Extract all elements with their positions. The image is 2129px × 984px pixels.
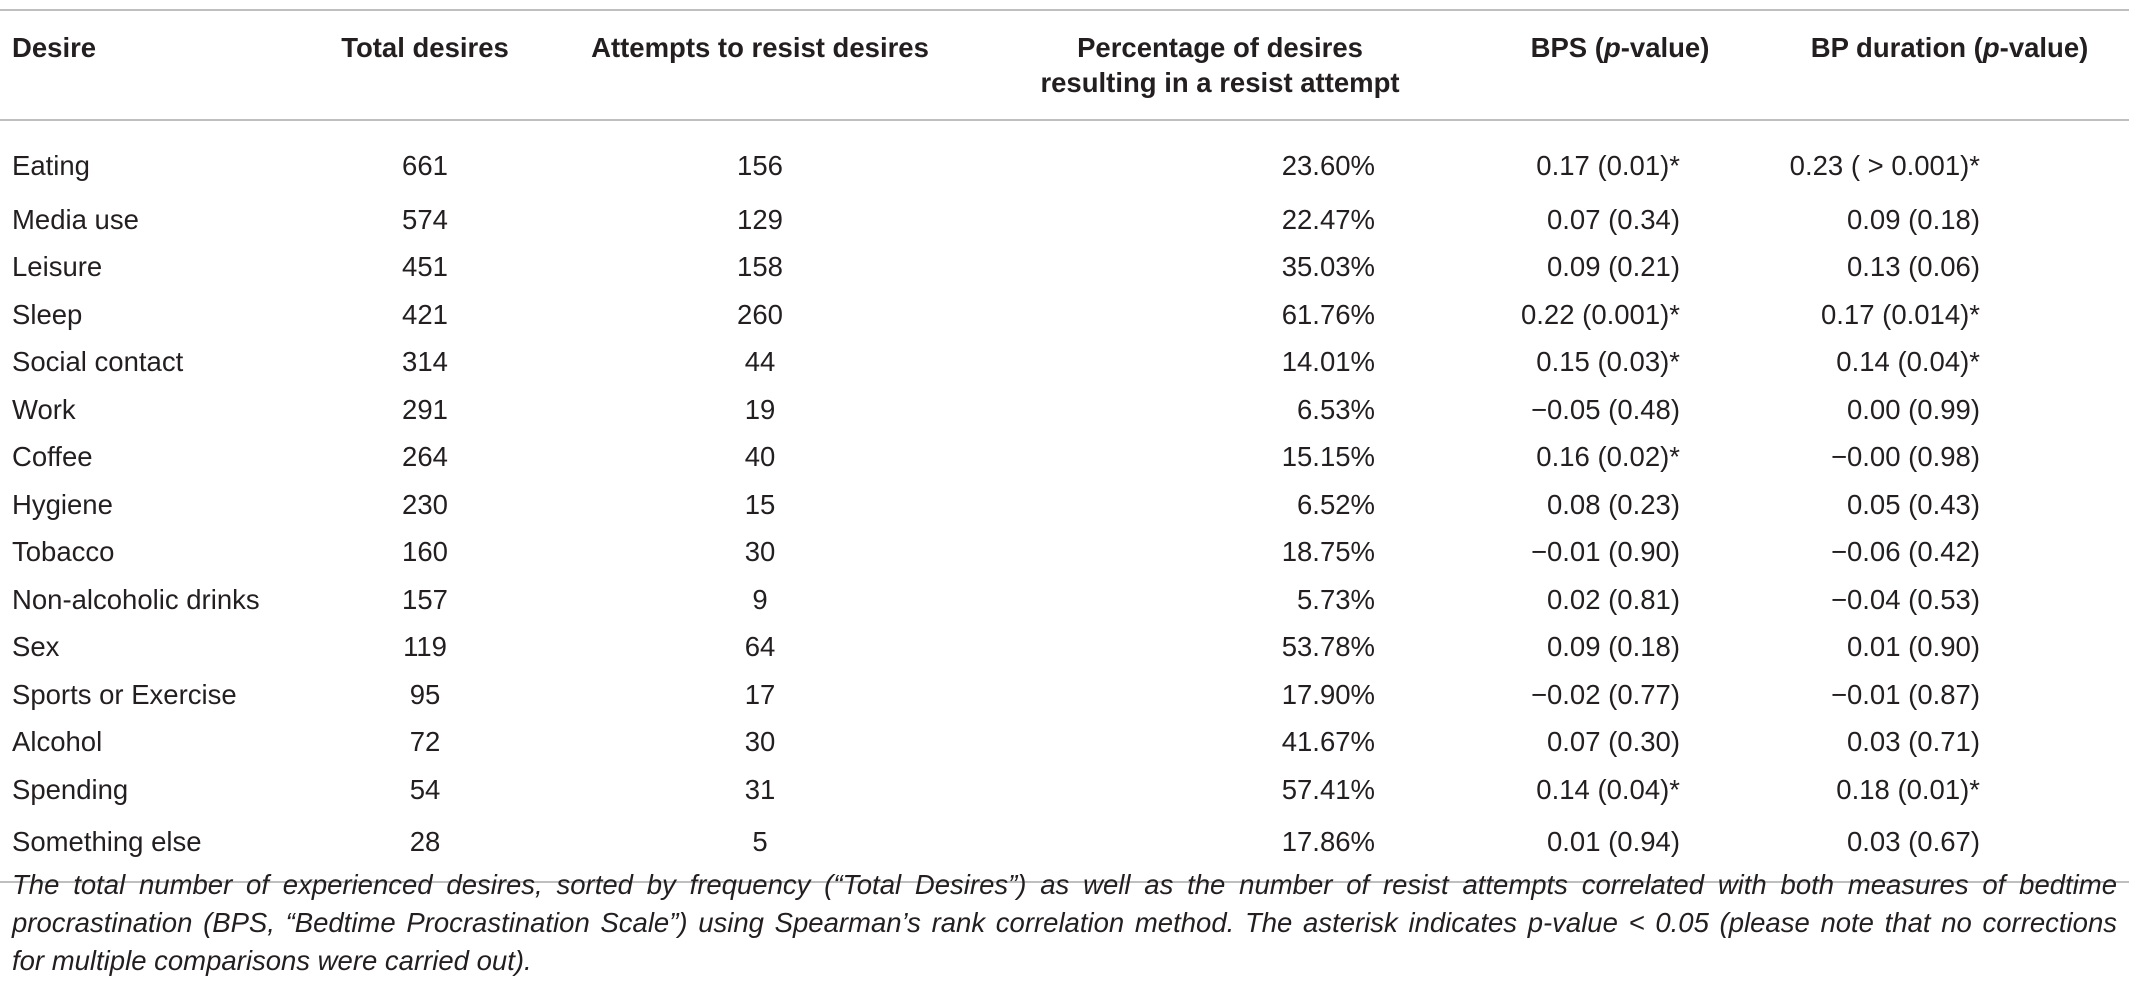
- cell-desire: Sports or Exercise: [12, 678, 237, 710]
- cell-total-desires: 28: [300, 814, 550, 882]
- cell-percentage-value: 35.03%: [1281, 251, 1375, 283]
- cell-total-desires: 230: [402, 488, 448, 520]
- table-row: [0, 339, 2129, 387]
- cell-bp-duration: [1770, 291, 2129, 339]
- cell-total-desires: 291: [402, 393, 448, 425]
- header-percentage: [970, 10, 1470, 120]
- cell-bps-value: 0.01 (0.94): [1546, 826, 1680, 857]
- cell-bps: [1470, 339, 1770, 387]
- cell-percentage: [970, 529, 1470, 577]
- cell-bps-value: 0.14 (0.04)*: [1536, 773, 1680, 805]
- table-row: [0, 120, 2129, 196]
- cell-percentage: [970, 624, 1470, 672]
- cell-desire: Sex: [12, 631, 60, 663]
- cell-bps-value: −0.01 (0.90): [1530, 536, 1680, 568]
- cell-attempts: 64: [744, 631, 776, 663]
- cell-bps: [1470, 529, 1770, 577]
- cell-attempts: 158: [737, 251, 783, 283]
- cell-attempts: 15: [744, 488, 776, 520]
- cell-bp-duration-value: 0.05 (0.43): [1846, 488, 1980, 520]
- cell-bp-duration: [1770, 529, 2129, 577]
- cell-desire: Non-alcoholic drinks: [12, 583, 260, 615]
- header-bps-prefix: BPS (: [1530, 32, 1604, 63]
- cell-desire: Leisure: [12, 251, 103, 283]
- cell-bp-duration: [1770, 624, 2129, 672]
- cell-bp-duration: [1770, 339, 2129, 387]
- cell-percentage: [970, 719, 1470, 767]
- cell-attempts: 156: [737, 149, 783, 181]
- cell-bps: [1470, 434, 1770, 482]
- table-row: [0, 529, 2129, 577]
- cell-attempts: 31: [744, 773, 776, 805]
- cell-bp-duration-value: −0.01 (0.87): [1830, 678, 1980, 710]
- cell-percentage: [970, 671, 1470, 719]
- cell-percentage: [970, 196, 1470, 244]
- cell-attempts: 19: [744, 393, 776, 425]
- cell-total-desires: 160: [402, 536, 448, 568]
- cell-bps: [1470, 576, 1770, 624]
- cell-percentage-value: 57.41%: [1281, 773, 1375, 805]
- cell-bp-duration-value: 0.17 (0.014)*: [1821, 298, 1980, 330]
- cell-bp-duration-value: 0.09 (0.18): [1846, 203, 1980, 235]
- cell-desire: Spending: [12, 773, 129, 805]
- cell-attempts: 129: [737, 203, 783, 235]
- cell-bps-value: 0.08 (0.23): [1546, 488, 1680, 520]
- cell-percentage-value: 6.53%: [1297, 393, 1375, 425]
- cell-attempts: 30: [744, 726, 776, 758]
- cell-percentage: [970, 434, 1470, 482]
- cell-bps-value: 0.15 (0.03)*: [1536, 346, 1680, 378]
- cell-total-desires: 54: [409, 773, 441, 805]
- cell-bps: [1470, 766, 1770, 814]
- cell-attempts: 44: [744, 346, 776, 378]
- caption-line-3: for multiple comparisons were carried out).: [12, 945, 532, 976]
- table-row: [0, 719, 2129, 767]
- cell-desire: Work: [12, 393, 76, 425]
- cell-percentage: [970, 481, 1470, 529]
- cell-total-desires: 314: [402, 346, 448, 378]
- cell-desire: Coffee: [12, 441, 93, 473]
- cell-total-desires: 451: [402, 251, 448, 283]
- cell-total-desires: 72: [409, 726, 441, 758]
- table-row: [0, 244, 2129, 292]
- cell-attempts: 260: [737, 298, 783, 330]
- cell-attempts: 5: [550, 814, 970, 882]
- cell-bps-value: 0.09 (0.21): [1546, 251, 1680, 283]
- cell-total-desires: 421: [402, 298, 448, 330]
- cell-attempts: 17: [744, 678, 776, 710]
- cell-bp-duration-value: 0.03 (0.71): [1846, 726, 1980, 758]
- table-row: [0, 481, 2129, 529]
- cell-bps: [1470, 719, 1770, 767]
- table-row: [0, 766, 2129, 814]
- cell-total-desires: 119: [403, 631, 447, 663]
- cell-bp-duration: [1770, 766, 2129, 814]
- cell-bps: [1470, 386, 1770, 434]
- cell-total-desires: 95: [409, 678, 441, 710]
- header-desire: Desire: [0, 10, 300, 120]
- cell-desire: Eating: [12, 149, 90, 181]
- header-bpd-p: p: [1982, 32, 2000, 63]
- cell-desire: Sleep: [12, 298, 83, 330]
- cell-bp-duration-value: −0.06 (0.42): [1830, 536, 1980, 568]
- cell-percentage: [970, 291, 1470, 339]
- cell-bp-duration-value: 0.01 (0.90): [1846, 631, 1980, 663]
- results-table: [0, 9, 2129, 883]
- header-bpd-suffix: -value): [1999, 32, 2089, 63]
- table-row: [0, 624, 2129, 672]
- cell-bp-duration: [1770, 434, 2129, 482]
- cell-bp-duration: [1770, 386, 2129, 434]
- cell-percentage-value: 17.86%: [1281, 826, 1375, 857]
- cell-bps: [1470, 196, 1770, 244]
- cell-attempts: 40: [744, 441, 776, 473]
- cell-percentage-value: 18.75%: [1281, 536, 1375, 568]
- cell-total-desires: 157: [402, 583, 448, 615]
- cell-bps-value: 0.16 (0.02)*: [1536, 441, 1680, 473]
- cell-bp-duration: [1770, 196, 2129, 244]
- cell-bps-value: 0.17 (0.01)*: [1536, 149, 1680, 181]
- table-header: [0, 10, 2129, 120]
- cell-desire: Tobacco: [12, 536, 115, 568]
- caption-line-1: The total number of experienced desires, sorted by frequency (“Total Desires”) as well as the number of resist attempts correlated with both measures of bedtime: [12, 869, 2117, 900]
- table-body: [0, 120, 2129, 882]
- cell-percentage: [970, 120, 1470, 196]
- cell-percentage: [970, 576, 1470, 624]
- cell-bp-duration-value: 0.23 ( > 0.001)*: [1789, 149, 1980, 181]
- cell-bp-duration: [1770, 244, 2129, 292]
- cell-percentage: [970, 339, 1470, 387]
- cell-percentage-value: 17.90%: [1281, 678, 1375, 710]
- cell-desire: Something else: [0, 814, 300, 882]
- cell-bp-duration-value: 0.18 (0.01)*: [1836, 773, 1980, 805]
- cell-bp-duration: [1770, 120, 2129, 196]
- cell-bp-duration-value: 0.03 (0.67): [1846, 826, 1980, 857]
- cell-total-desires: 574: [402, 203, 448, 235]
- header-total-desires: Total desires: [300, 10, 550, 120]
- cell-bps-value: 0.22 (0.001)*: [1521, 298, 1680, 330]
- cell-bp-duration-value: 0.13 (0.06): [1846, 251, 1980, 283]
- header-bpd-prefix: BP duration (: [1810, 32, 1983, 63]
- header-bps: [1470, 10, 1770, 120]
- table-row: [0, 576, 2129, 624]
- cell-bp-duration-value: −0.00 (0.98): [1830, 441, 1980, 473]
- cell-percentage-value: 6.52%: [1297, 488, 1375, 520]
- cell-bps: [1470, 671, 1770, 719]
- cell-percentage-value: 23.60%: [1281, 149, 1375, 181]
- cell-percentage-value: 61.76%: [1281, 298, 1375, 330]
- cell-bps-value: 0.07 (0.34): [1546, 203, 1680, 235]
- caption-line-2: procrastination (BPS, “Bedtime Procrastination Scale”) using Spearman’s rank correlation method. The asterisk indicates p-value < 0.05 (please note that no corrections: [12, 907, 2117, 938]
- cell-bps: [1470, 481, 1770, 529]
- cell-bp-duration: [1770, 719, 2129, 767]
- header-bps-p: p: [1603, 32, 1621, 63]
- cell-percentage: [970, 386, 1470, 434]
- cell-bps-value: −0.05 (0.48): [1530, 393, 1680, 425]
- cell-percentage: [970, 244, 1470, 292]
- header-percentage-line1: Percentage of desires: [1077, 32, 1363, 63]
- header-bp-duration: [1770, 10, 2129, 120]
- cell-percentage-value: 5.73%: [1297, 583, 1375, 615]
- cell-desire: Media use: [12, 203, 139, 235]
- table-row: [0, 291, 2129, 339]
- cell-percentage-value: 14.01%: [1281, 346, 1375, 378]
- cell-percentage-value: 53.78%: [1281, 631, 1375, 663]
- cell-percentage: [970, 766, 1470, 814]
- header-bps-suffix: -value): [1620, 32, 1710, 63]
- cell-bp-duration: [1770, 671, 2129, 719]
- cell-total-desires: 264: [402, 441, 448, 473]
- cell-total-desires: 661: [402, 149, 448, 181]
- cell-bp-duration-value: 0.00 (0.99): [1846, 393, 1980, 425]
- cell-bps: [1470, 244, 1770, 292]
- cell-desire: Hygiene: [12, 488, 113, 520]
- table-row: [0, 671, 2129, 719]
- cell-bps-value: 0.02 (0.81): [1546, 583, 1680, 615]
- cell-desire: Alcohol: [12, 726, 103, 758]
- table-caption: [12, 866, 2117, 980]
- cell-desire: Social contact: [12, 346, 184, 378]
- cell-bps-value: −0.02 (0.77): [1530, 678, 1680, 710]
- cell-bps: [1470, 624, 1770, 672]
- table-row: [0, 434, 2129, 482]
- cell-percentage-value: 15.15%: [1281, 441, 1375, 473]
- table-row: [0, 196, 2129, 244]
- cell-bp-duration: [1770, 576, 2129, 624]
- cell-bps-value: 0.07 (0.30): [1546, 726, 1680, 758]
- cell-attempts: 30: [744, 536, 776, 568]
- cell-bp-duration-value: −0.04 (0.53): [1830, 583, 1980, 615]
- cell-bps-value: 0.09 (0.18): [1546, 631, 1680, 663]
- header-row: [0, 10, 2129, 120]
- cell-bps: [1470, 120, 1770, 196]
- header-percentage-line2: resulting in a resist attempt: [1040, 67, 1400, 98]
- cell-bp-duration-value: 0.14 (0.04)*: [1836, 346, 1980, 378]
- header-attempts: Attempts to resist desires: [550, 10, 970, 120]
- cell-bps: [1470, 291, 1770, 339]
- cell-percentage-value: 41.67%: [1281, 726, 1375, 758]
- cell-bp-duration: [1770, 481, 2129, 529]
- cell-percentage-value: 22.47%: [1281, 203, 1375, 235]
- table-row: [0, 386, 2129, 434]
- cell-attempts: 9: [752, 583, 768, 615]
